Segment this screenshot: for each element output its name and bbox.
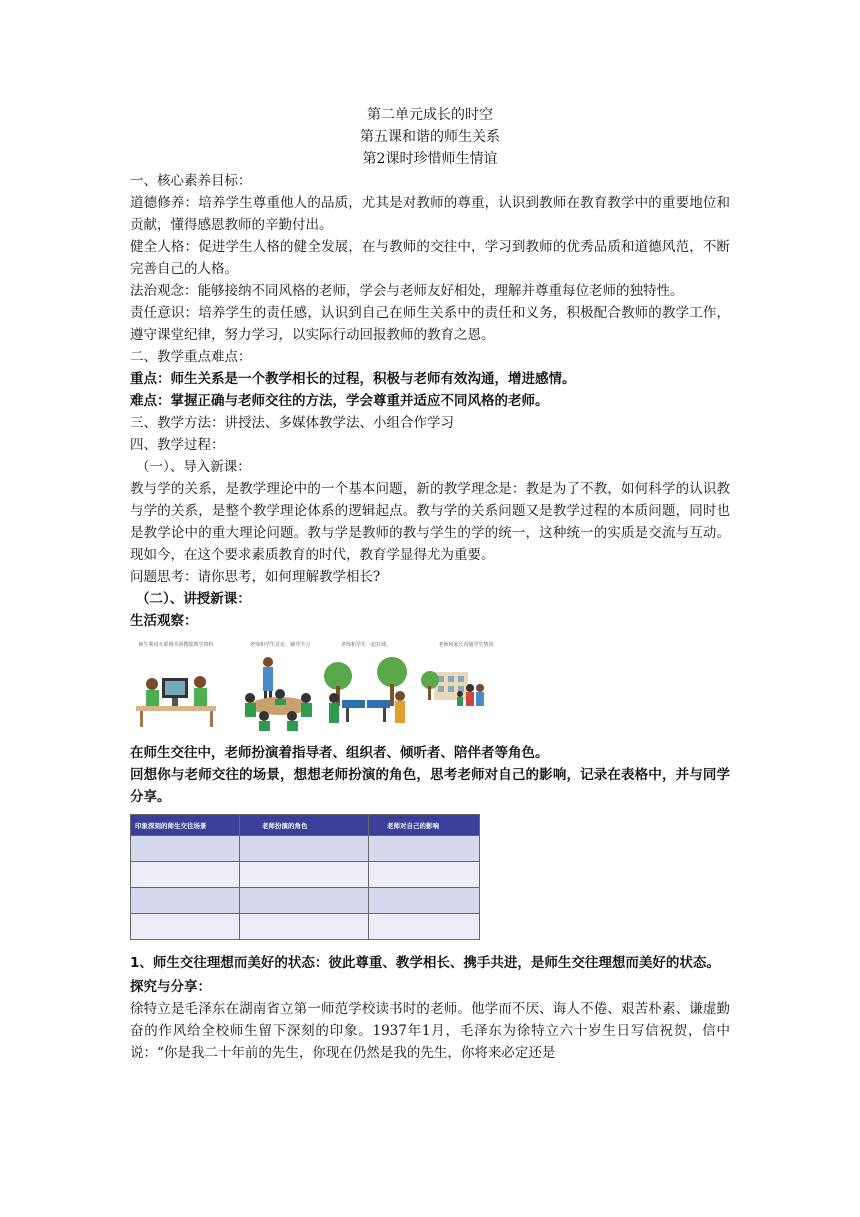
table-cell[interactable] (369, 888, 480, 914)
interaction-record-table (130, 814, 480, 940)
illustration-computer-scene (130, 640, 222, 732)
key-point: 重点：师生关系是一个教学相长的过程，积极与老师有效沟通，增进感情。 (130, 371, 576, 387)
table-cell[interactable] (369, 836, 480, 862)
table-cell[interactable] (369, 862, 480, 888)
illustration-caption: 老师和家长沟通学生情况 (438, 642, 494, 648)
illustration-pingpong-scene (320, 640, 412, 732)
table-cell[interactable] (240, 836, 369, 862)
illustration-caption: 老师和学生讨论、辅导学习 (249, 642, 310, 648)
table-cell[interactable] (240, 914, 369, 940)
explore-heading: 探究与分享： (130, 979, 211, 995)
classroom-scene-icon (234, 640, 326, 732)
pingpong-scene-icon (320, 640, 412, 732)
illustration-caption: 老师和学生一起打球。 (340, 642, 391, 648)
table-header-cell: 老师扮演的角色 (240, 815, 369, 836)
table-row (131, 836, 480, 862)
roles-statement: 在师生交往中，老师扮演着指导者、组织者、倾听者、陪伴者等角色。 (130, 745, 549, 761)
period-title: 第2课时珍惜师生情谊 (362, 151, 498, 167)
story-paragraph: 徐特立是毛泽东在湖南省立第一师范学校读书时的老师。他学而不厌、诲人不倦、艰苦朴素、谦虚勤奋的作风给全校师生留下深刻的印象。1937年1月，毛泽东为徐特立六十岁生日写信祝贺，信中说：“你是我二十年前的先生，你现在仍然是我的先生，你将来必定还是 (130, 1001, 730, 1061)
computer-scene-icon (130, 640, 222, 732)
table-header-cell: 印象深刻的师生交往场景 (131, 815, 240, 836)
campus-scene-icon (420, 640, 512, 732)
recall-instruction: 回想你与老师交往的场景，想想老师扮演的角色，思考老师对自己的影响，记录在表格中，并与同学分享。 (130, 767, 730, 805)
goal-paragraph: 法治观念：能够接纳不同风格的老师，学会与老师友好相处，理解并尊重每位老师的独特性。 (130, 283, 684, 299)
unit-title: 第二单元成长的时空 (367, 107, 493, 123)
lesson-title: 第五课和谐的师生关系 (360, 129, 500, 145)
table-row (131, 914, 480, 940)
illustration-campus-scene (420, 640, 512, 732)
illustration-strip (130, 640, 730, 736)
section-heading: 二、教学重点难点： (130, 349, 252, 365)
table-cell[interactable] (131, 888, 240, 914)
illustration-classroom-scene (234, 640, 326, 732)
section-heading: 四、教学过程： (130, 437, 225, 453)
ideal-state-point: 1、师生交往理想而美好的状态：彼此尊重、教学相长、携手共进，是师生交往理想而美好的状态。 (130, 955, 720, 971)
subsection-heading: （一）、导入新课： (136, 459, 251, 475)
goal-paragraph: 健全人格：促进学生人格的健全发展，在与教师的交往中，学习到教师的优秀品质和道德风范，不断完善自己的人格。 (130, 239, 730, 277)
document-page (130, 104, 730, 1064)
illustration-caption: 师生利用互联网共同搜集教学资料 (138, 642, 214, 648)
table-row (131, 862, 480, 888)
table-cell[interactable] (131, 914, 240, 940)
section-heading: 一、核心素养目标： (130, 173, 252, 189)
subsection-heading: （二）、讲授新课： (136, 591, 251, 607)
table-cell[interactable] (240, 888, 369, 914)
question-line: 问题思考：请你思考，如何理解教学相长? (130, 569, 381, 585)
section-heading: 三、教学方法：讲授法、多媒体教学法、小组合作学习 (130, 415, 454, 431)
table-header-cell: 老师对自己的影响 (369, 815, 480, 836)
difficult-point: 难点：掌握正确与老师交往的方法，学会尊重并适应不同风格的老师。 (130, 393, 549, 409)
goal-paragraph: 道德修养：培养学生尊重他人的品质，尤其是对教师的尊重，认识到教师在教育教学中的重要地位和贡献，懂得感恩教师的辛勤付出。 (130, 195, 730, 233)
table-cell[interactable] (131, 862, 240, 888)
table-header-row (131, 815, 480, 836)
goal-paragraph: 责任意识：培养学生的责任感，认识到自己在师生关系中的责任和义务，积极配合教师的教学工作，遵守课堂纪律，努力学习，以实际行动回报教师的教育之恩。 (130, 305, 730, 343)
table-row (131, 888, 480, 914)
intro-paragraph: 教与学的关系，是教学理论中的一个基本问题，新的教学理念是：教是为了不教，如何科学的认识教与学的关系，是整个教学理论体系的逻辑起点。教与学的关系问题又是教学过程的本质问题，同时也是教学论中的重大理论问题。教与学是教师的教与学生的学的统一，这种统一的实质是交流与互动。现如今，在这个要求素质教育的时代，教育学显得尤为重要。 (130, 481, 730, 563)
table-cell[interactable] (240, 862, 369, 888)
table-cell[interactable] (369, 914, 480, 940)
life-observation-heading: 生活观察： (130, 613, 198, 629)
table-cell[interactable] (131, 836, 240, 862)
